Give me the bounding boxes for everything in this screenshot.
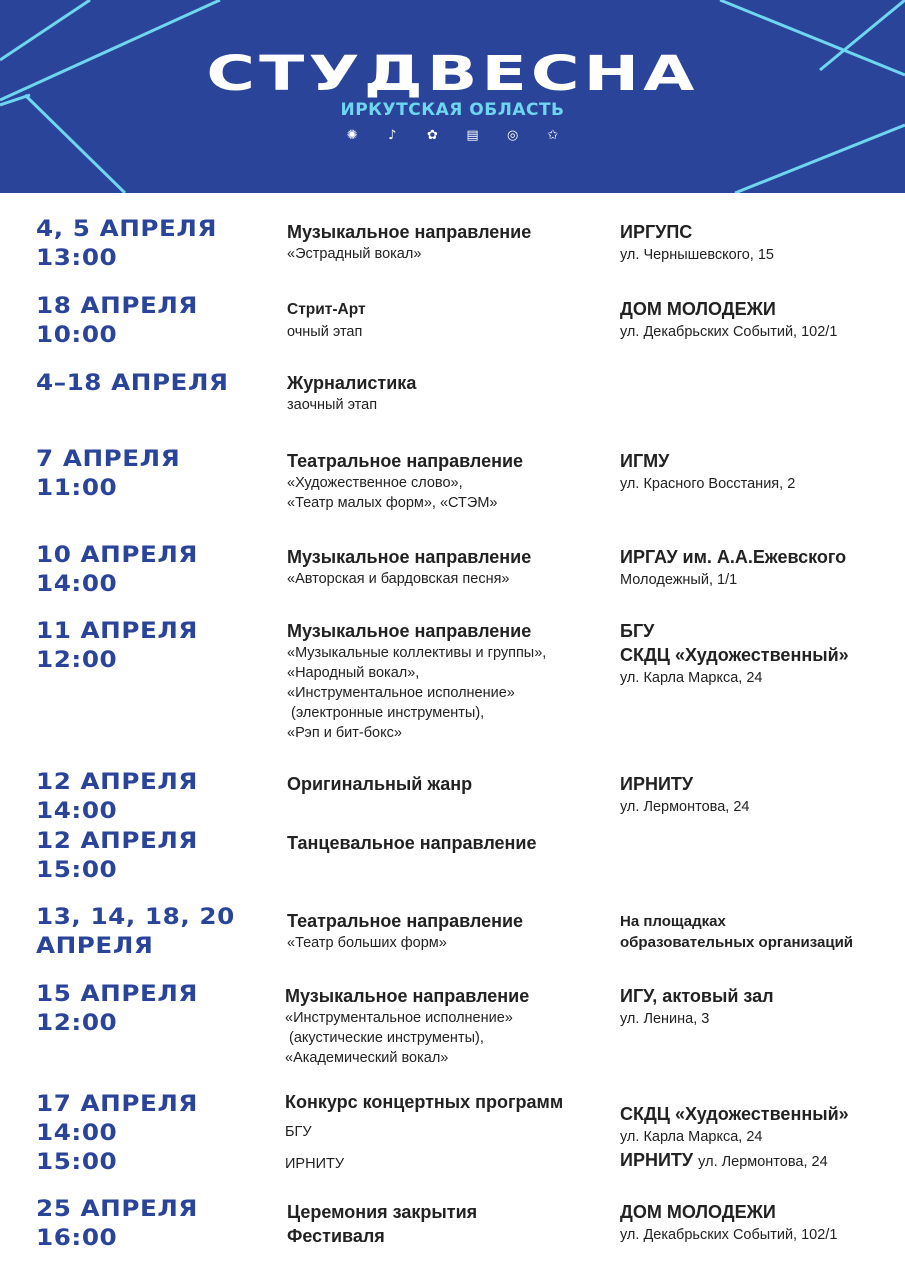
venue-name: ИРНИТУ — [620, 774, 694, 794]
event-detail: «Инструментальное исполнение» — [285, 1010, 513, 1026]
event-title: Музыкальное направление — [287, 621, 532, 641]
event-title: Церемония закрытия — [287, 1202, 478, 1222]
event-detail: «Рэп и бит-бокс» — [287, 725, 402, 741]
event-detail: заочный этап — [287, 397, 378, 413]
venue-address: ул. Карла Маркса, 24 — [620, 670, 763, 686]
event-title: Музыкальное направление — [287, 222, 532, 242]
header-banner — [0, 0, 905, 193]
event-title: Журналистика — [287, 373, 417, 393]
event-info — [287, 1200, 612, 1248]
event-info — [287, 909, 612, 953]
event-date: 25 АПРЕЛЯ 16:00 — [36, 1197, 198, 1251]
venue-address: ул. Ленина, 3 — [620, 1011, 710, 1027]
event-title: Музыкальное направление — [287, 547, 532, 567]
event-detail: «Художественное слово», — [287, 475, 463, 491]
event-detail: «Народный вокал», — [287, 665, 420, 681]
venue-address: ул. Декабрьских Событий, 102/1 — [620, 1227, 838, 1243]
event-venue — [620, 911, 900, 953]
venue-name: ИРГАУ им. А.А.Ежевского — [620, 547, 847, 567]
event-detail: «Театр малых форм», «СТЭМ» — [287, 495, 498, 511]
event-date: 4–18 АПРЕЛЯ — [36, 371, 229, 396]
event-date: 10 АПРЕЛЯ 14:00 — [36, 543, 198, 597]
event-title: Театральное направление — [287, 451, 524, 471]
event-detail: БГУ — [285, 1124, 312, 1140]
event-detail: «Академический вокал» — [285, 1050, 449, 1066]
event-venue — [620, 772, 900, 818]
region-subtitle: ИРКУТСКАЯ ОБЛАСТЬ — [340, 100, 565, 120]
event-detail: «Инструментальное исполнение» — [287, 685, 515, 701]
event-date: 13, 14, 18, 20 АПРЕЛЯ — [36, 905, 235, 959]
event-title: Танцевальное направление — [287, 833, 537, 853]
event-date: 12 АПРЕЛЯ 15:00 — [36, 829, 198, 883]
event-venue — [620, 220, 900, 266]
sparkle-icon: ✺ — [346, 128, 358, 143]
venue-name: СКДЦ «Художественный» — [620, 645, 849, 665]
event-detail: (акустические инструменты), — [285, 1030, 484, 1046]
event-detail: ИРНИТУ — [285, 1156, 345, 1172]
event-info — [287, 772, 612, 796]
venue-name: СКДЦ «Художественный» — [620, 1104, 849, 1124]
event-title: Конкурс концертных программ — [285, 1092, 564, 1112]
event-detail: «Эстрадный вокал» — [287, 246, 422, 262]
festival-logo: СТУДВЕСНА — [206, 46, 699, 102]
event-info — [287, 545, 612, 589]
event-info — [287, 220, 612, 264]
venue-name: ИГУ, актовый зал — [620, 986, 774, 1006]
venue-address: Молодежный, 1/1 — [620, 572, 738, 588]
event-venue — [620, 297, 900, 343]
event-info — [287, 298, 612, 342]
venue-name: БГУ — [620, 621, 655, 641]
event-venue — [620, 1102, 900, 1173]
event-info — [287, 449, 612, 513]
venue-name: ДОМ МОЛОДЕЖИ — [620, 299, 776, 319]
camera-icon: ◎ — [507, 128, 519, 143]
event-title: Музыкальное направление — [285, 986, 530, 1006]
event-info — [287, 831, 612, 855]
event-venue — [620, 1200, 900, 1246]
venue-address: ул. Лермонтова, 24 — [620, 799, 750, 815]
event-date: 17 АПРЕЛЯ 14:00 15:00 — [36, 1092, 198, 1175]
event-date: 4, 5 АПРЕЛЯ 13:00 — [36, 217, 218, 271]
event-detail: очный этап — [287, 324, 363, 340]
music-note-icon: ♪ — [388, 128, 397, 143]
venue-address: ул. Декабрьских Событий, 102/1 — [620, 324, 838, 340]
star-icon: ✩ — [547, 128, 559, 143]
venue-name: образовательных организаций — [620, 934, 854, 951]
event-info — [285, 1090, 610, 1174]
event-venue — [620, 545, 900, 591]
event-date: 11 АПРЕЛЯ 12:00 — [36, 619, 198, 673]
event-detail: «Авторская и бардовская песня» — [287, 571, 510, 587]
event-date: 15 АПРЕЛЯ 12:00 — [36, 982, 198, 1036]
venue-address: ул. Красного Восстания, 2 — [620, 476, 796, 492]
category-icons — [0, 128, 905, 143]
event-title: Фестиваля — [287, 1226, 385, 1246]
event-detail: «Театр больших форм» — [287, 935, 447, 951]
event-title: Театральное направление — [287, 911, 524, 931]
venue-address: ул. Чернышевского, 15 — [620, 247, 774, 263]
venue-name: ИГМУ — [620, 451, 670, 471]
film-strip-icon: ▤ — [466, 128, 479, 143]
event-detail: (электронные инструменты), — [287, 705, 485, 721]
event-date: 7 АПРЕЛЯ 11:00 — [36, 447, 181, 501]
venue-name: На площадках — [620, 913, 726, 930]
event-info — [285, 984, 610, 1068]
event-venue — [620, 619, 900, 689]
venue-address: ул. Лермонтова, 24 — [698, 1154, 828, 1170]
venue-address: ул. Карла Маркса, 24 — [620, 1129, 763, 1145]
event-venue — [620, 449, 900, 495]
event-info — [287, 371, 612, 415]
event-title: Стрит-Арт — [287, 301, 366, 318]
event-date: 12 АПРЕЛЯ 14:00 — [36, 770, 198, 824]
event-venue — [620, 984, 900, 1030]
venue-name: ИРГУПС — [620, 222, 693, 242]
event-title: Оригинальный жанр — [287, 774, 473, 794]
venue-name: ДОМ МОЛОДЕЖИ — [620, 1202, 776, 1222]
event-date: 18 АПРЕЛЯ 10:00 — [36, 294, 198, 348]
event-info — [287, 619, 612, 743]
venue-name: ИРНИТУ — [620, 1150, 694, 1170]
event-detail: «Музыкальные коллективы и группы», — [287, 645, 547, 661]
flower-icon: ✿ — [426, 128, 438, 143]
